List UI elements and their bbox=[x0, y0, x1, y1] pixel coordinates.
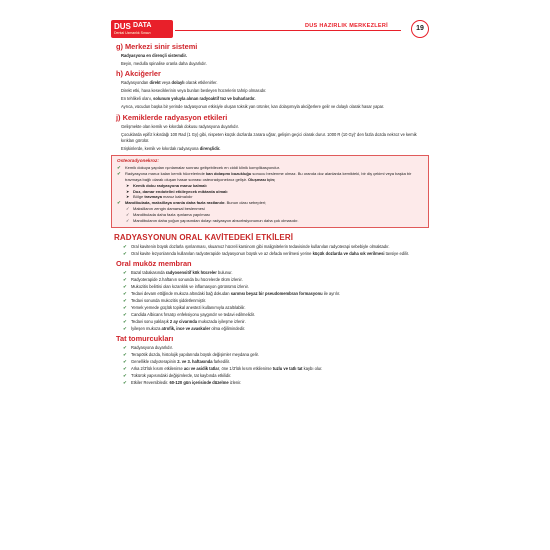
mukoz-item-9: ✔ İyileşen mukoza atrofik, ince ve avaskuler olma eğilimindedir. bbox=[123, 326, 246, 331]
page-number: 19 bbox=[411, 20, 429, 38]
osteo-sub-1: ➤ Kemik doku radyasyona maruz kalmalı bbox=[126, 182, 207, 188]
mukoz-item-6: ✔ Yemek yemede güçlük topikal anestezi kullanımıyla azaltılabilir. bbox=[123, 305, 246, 310]
check-icon: ✔ bbox=[123, 319, 127, 324]
mukoz-item-2: ✔ Radyoterapide 2.haftanın sonunda bu hücrelerde ölüm izlenir. bbox=[123, 277, 243, 282]
oral-item-1: ✔ Oral kavitenin büyük dozlarla ışınlanması, skuamoz hücreli karsinom gibi malignitelerin tedavisinde kullanılan radyoterapi sebebiyle olmaktadır. bbox=[123, 244, 390, 249]
logo-data-text: DATA bbox=[133, 22, 152, 29]
mukoz-item-8: ✔ Tedavi sonu yaklaşık 2 ay civarında mukozada iyileşme izlenir. bbox=[123, 319, 246, 324]
section-j-p1: Gelişmekte olan kemik ve kıkırdak dokusu radyasyona duyarlıdır. bbox=[121, 123, 239, 129]
check-icon: ✔ bbox=[123, 298, 127, 303]
check-icon: ✔ bbox=[117, 170, 121, 176]
check-icon: ✔ bbox=[123, 284, 127, 289]
check-icon: ✔ bbox=[123, 305, 127, 310]
section-j-title: j) Kemiklerde radyasyon etkileri bbox=[116, 112, 228, 122]
section-j-p2: Çocuklarda epifiz kıkırdağı 100 Rad (1 Gy) gibi, nispeten küçük dozlarda zarara uğrar, gelişim geçici olarak durur. 1000 R (10 Gy)' den fazla dozda nekroz ve kemik kırıkları görülür. bbox=[121, 131, 417, 143]
check-icon: ✔ bbox=[117, 164, 121, 170]
section-h-p1: Radyasyondan direkt veya dolaylı olarak etkilenirler. bbox=[121, 80, 218, 86]
arrow-right-icon: ➤ bbox=[126, 188, 130, 194]
tat-item-1: ✔ Radyasyona duyarlıdır. bbox=[123, 345, 173, 350]
osteo-item-3: ✔ Mandibulada, maksillaya oranla daha fazla rastlanılır. Bunun olası sebepleri; bbox=[117, 200, 267, 206]
mukoz-title: Oral muköz membran bbox=[116, 259, 192, 268]
tat-item-3: ✔ Genellikle radyoterapinin 2. ve 3. haftasında farkedilir. bbox=[123, 359, 231, 364]
check-icon: ✔ bbox=[123, 312, 127, 317]
section-h-p2: Direkt etki, hava keseciklerinin veya bunları besleyen hücrelerin tahrip olmasıdır. bbox=[121, 88, 267, 94]
check-icon: ✔ bbox=[123, 326, 127, 331]
header-divider bbox=[175, 30, 401, 31]
check-icon: ✔ bbox=[123, 345, 127, 350]
section-g-line1: Radyasyona en dirençli sistemdir. bbox=[121, 53, 187, 58]
oral-cavity-section-title: RADYASYONUN ORAL KAVİTEDEKİ ETKİLERİ bbox=[114, 233, 294, 242]
arrow-right-icon: ➤ bbox=[126, 194, 130, 200]
tat-item-2: ✔ Terapötik dozda, histolojik yapılarında büyük değişimler meydana gelir. bbox=[123, 352, 259, 357]
section-h-p3: En tehlikeli olanı, solunum yoluyla alınan radyoaktif toz ve buharlardır. bbox=[121, 96, 256, 102]
osteo-item-1: ✔ Kemik dokuya yapılan ışınlamalar sonrası gelişebilecek en ciddi klinik komplikasyondur. bbox=[117, 164, 280, 170]
tat-title: Tat tomurcukları bbox=[116, 334, 174, 343]
check-icon: ✔ bbox=[123, 277, 127, 282]
section-h-p4: Ayrıca, vücudun başka bir yerinde radyasyonun etkisiyle oluşan toksik yan ürünler, kan dolaşımıyla akciğerlere gelir ve dolaylı olarak hasar yapar. bbox=[121, 104, 385, 110]
osteo-item-2: ✔ Radyasyona maruz kalan kemik hücrelerinde kan dolaşımı bozukluğu sonucu beslenme olmaz. Bu oranda doz alanlarda kemikteki, bir diş çekimi veya başka bir travmaya bağlı olarak oluşan hasar sonrası osteoradyonekroz gelişir. Oluşması için; bbox=[117, 170, 412, 182]
check-icon: ✔ bbox=[123, 373, 127, 378]
oral-item-2: ✔ Oral kavite lezyonlarında kullanılan radyoterapide radyasyonun büyük ve az defada verilmesi yerine küçük dozlarda ve daha sık verilmesi tavsiye edilir. bbox=[123, 251, 410, 256]
check-icon: ✔ bbox=[123, 251, 127, 256]
logo-subtitle: Dental Uzmanlık Sınavı bbox=[114, 31, 151, 35]
page-header bbox=[111, 20, 429, 38]
mukoz-item-7: ✔ Candida Albicans fırsatçı enfeksiyonu yaygındır ve tedavi edilmelidir. bbox=[123, 312, 256, 317]
osteo-sub-2: ➤ Doz, damar endotelini etkileyecek miktarda olmalı bbox=[126, 188, 228, 194]
mukoz-item-5: ✔ Tedavi sonunda mukozitis şiddetlenmiştir. bbox=[123, 298, 207, 303]
osteo-sub-3: ➤ Bölge travmaya maruz kalmalıdır bbox=[126, 194, 193, 200]
check-icon: ✔ bbox=[123, 352, 127, 357]
section-g-title: g) Merkezi sinir sistemi bbox=[116, 42, 198, 51]
section-h-title: h) Akciğerler bbox=[116, 69, 161, 79]
tat-item-5: ✔ Tükürük yapısındaki değişimlerde, tat kaybında etkilidir. bbox=[123, 373, 232, 378]
section-g-line2: Beyin, medulla spinalise oranla daha duyarlıdır. bbox=[121, 61, 207, 67]
check-icon: ✔ bbox=[123, 380, 127, 385]
check-icon: ✔ bbox=[117, 200, 121, 206]
check-icon: ✔ bbox=[123, 366, 127, 371]
check-small-icon: ✓ bbox=[126, 212, 130, 218]
check-icon: ✔ bbox=[123, 244, 127, 249]
osteo-sub-6: ✓ Mandibulanın daha yoğun yapısından dolayı radyasyon absorbsiyonunun daha çok olmasıdır. bbox=[126, 218, 299, 224]
osteo-sub-5: ✓ Mandibulada daha fazla ışınlama yapılması bbox=[126, 212, 210, 218]
check-icon: ✔ bbox=[123, 291, 127, 296]
content-column bbox=[111, 40, 429, 387]
check-icon: ✔ bbox=[123, 270, 127, 275]
arrow-right-icon: ➤ bbox=[126, 182, 130, 188]
tat-item-6: ✔ Etkiler Reversibledir. 60-120 gün içerisinde düzelme izlenir. bbox=[123, 380, 242, 385]
check-icon: ✔ bbox=[123, 359, 127, 364]
tat-item-4: ✔ Arka 2/3'lük kısım etkilenirse acı ve asidik tatlar, öne 1/3'lük kısım etkilenirse tuzlu ve tatlı tat kaybı olur. bbox=[123, 366, 323, 371]
header-title: DUS HAZIRLIK MERKEZLERİ bbox=[302, 23, 391, 29]
section-j-p3: Erişkinlerde, kemik ve kıkırdak radyasyona dirençlidir. bbox=[121, 145, 221, 151]
osteo-box-title: Osteoradyonekroz: bbox=[117, 157, 159, 163]
osteoradyonekroz-box bbox=[111, 155, 429, 228]
check-small-icon: ✓ bbox=[126, 206, 130, 212]
dusdata-logo bbox=[111, 20, 173, 38]
check-small-icon: ✓ bbox=[126, 218, 130, 224]
mukoz-item-4: ✔ Tedavi devam ettiğinde mukoza altındaki bağ dokudan sarımsı beyaz bir pseudomembran formasyonu ile ayrılır. bbox=[123, 291, 341, 296]
osteo-sub-4: ✓ Maksillanın zengin damarsal beslenmesi bbox=[126, 206, 205, 212]
mukoz-item-1: ✔ Bazal tabakasında radyosensitif kök hücreler bulunur. bbox=[123, 270, 233, 275]
mukoz-item-3: ✔ Mukozitis belirtisi olan kızarıklık ve inflamasyon görünümü izlenir. bbox=[123, 284, 249, 289]
logo-dus-text: DUS bbox=[114, 22, 131, 31]
